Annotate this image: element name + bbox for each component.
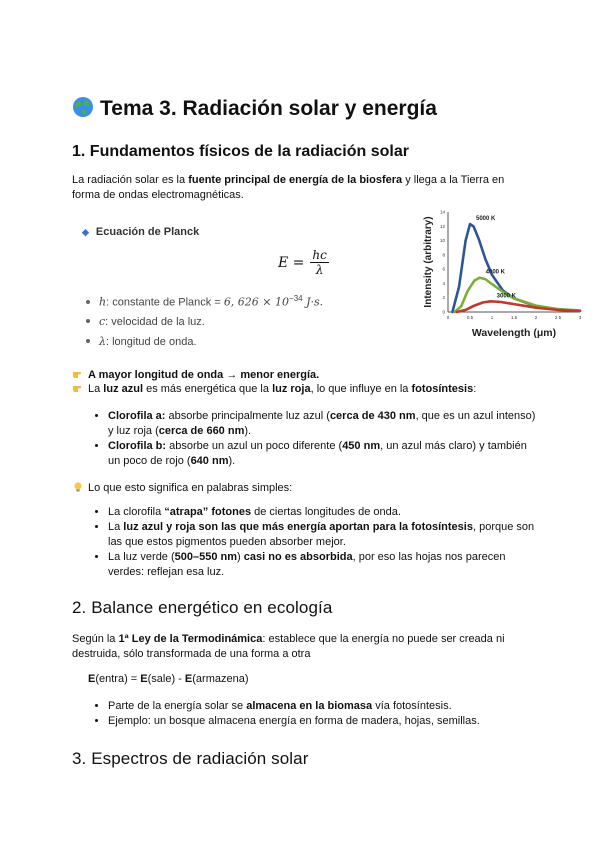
lightbulb-icon [72,481,84,493]
list-item [108,409,538,439]
text: absorbe un azul un poco diferente ( [166,440,343,452]
y-tick-label: 10 [439,238,445,244]
y-tick-label: 12 [439,223,445,229]
y-tick-label: 0 [442,309,445,315]
text-bold: luz azul [103,383,144,395]
text-bold: cerca de 660 nm [158,425,245,437]
text: (entra) = [95,673,141,685]
text-bold: E [140,673,148,685]
text: absorbe principalmente luz azul ( [165,410,330,422]
biomass-list [92,699,538,729]
text: ). [244,425,252,437]
thermodynamics-paragraph [72,632,522,662]
formula-numerator: hc [312,248,327,262]
text-bold: Clorofila b: [108,440,167,452]
x-tick-label: 1.5 [510,315,518,320]
variable-h [86,294,323,309]
y-tick-label: 6 [442,266,445,272]
title-text: Tema 3. Radiación solar y energía [100,97,437,120]
list-item [108,505,538,520]
text-bold: E [184,673,193,685]
intro-paragraph [72,173,524,203]
text: (sale) - [147,673,185,685]
list-item [108,714,538,729]
text: ). [228,455,236,467]
planck-title: Ecuación de Planck [95,226,200,238]
text: : [473,383,477,395]
text: Según la [72,633,119,645]
list-item [108,699,538,714]
series-label: 3000 K [496,293,517,300]
x-tick-label: 1 [490,315,494,320]
text: , por eso las hojas nos parecen verdes: reflejan esa luz. [108,551,506,578]
text: , un azul más claro) y también un poco de rojo ( [108,440,527,467]
text: Parte de la energía solar se [108,700,247,712]
text: de ciertas longitudes de onda. [251,506,401,518]
simple-list [92,505,538,580]
bullet-icon [86,300,90,304]
energy-balance-equation [88,673,249,685]
text: vía fotosíntesis. [372,700,452,712]
x-tick-label: 3 [578,315,582,320]
text: Lo que esto significa en palabras simples: [88,482,293,494]
list-item [108,550,538,580]
text: ) [237,551,244,563]
series-label: 4000 K [485,269,506,276]
symbol: c [99,315,106,328]
section-heading-2: 2. Balance energético en ecología [72,598,333,617]
bullet-icon [86,339,90,343]
text-bold: luz roja [272,383,311,395]
formula-fraction [310,248,328,277]
text: Ejemplo: un bosque almacena energía en forma de madera, hojas, semillas. [108,715,480,727]
text-bold: luz azul y roja son las que más energía aportan para la fotosíntesis [123,521,473,533]
exponent: −34 [289,294,303,303]
pointing-hand-icon [72,382,84,394]
text-bold: 1ª Ley de la Termodinámica [118,633,263,645]
x-tick-label: 0.5 [466,315,474,320]
chlorophyll-list [92,409,538,469]
text: , lo que influye en la [310,383,412,395]
text-bold: Clorofila a: [108,410,166,422]
section-heading-1: 1. Fundamentos físicos de la radiación solar [72,143,409,160]
text: : longitud de onda. [105,336,197,348]
list-item [108,520,538,550]
text-bold: casi no es absorbida [243,551,353,563]
x-tick-label: 0 [446,315,450,320]
variable-c [86,315,205,328]
planck-formula [278,248,329,277]
key-point-1 [72,368,522,383]
text-bold: 450 nm [342,440,381,452]
text: La clorofila [108,506,165,518]
simple-intro [72,481,522,496]
key-point-2 [72,382,522,397]
text: y llega a la Tierra en forma de ondas electromagnéticas. [72,174,505,201]
symbol: h [99,295,107,309]
text-bold: E [88,673,96,685]
unit: J·s. [302,295,324,309]
section-heading-3: 3. Espectros de radiación solar [72,749,309,768]
text-bold: “atrapa” fotones [164,506,252,518]
diamond-bullet-icon: ◆ [82,227,89,237]
value: 6, 626 × 10 [223,295,290,309]
text: : velocidad de la luz. [105,316,205,328]
text-bold: cerca de 430 nm [329,410,416,422]
globe-icon [72,96,94,118]
y-tick-label: 4 [442,280,445,286]
text: es más energética que la [143,383,273,395]
series-label: 5000 K [476,216,496,223]
page-title [72,96,437,121]
variable-lambda [86,335,197,348]
formula-lhs: E = [278,254,305,271]
series-line [457,301,580,312]
symbol: λ [99,335,106,348]
text: (armazena) [192,673,249,685]
blackbody-chart [418,204,588,346]
text-bold: almacena en la biomasa [246,700,373,712]
x-tick-label: 2.5 [554,315,562,320]
text-bold: 640 nm [190,455,229,467]
text: La [88,383,104,395]
text: : establece que la energía no puede ser creada ni destruida, sólo transformada de una forma a otra [72,633,505,660]
y-tick-label: 8 [442,252,445,258]
y-tick-label: 2 [442,295,445,301]
text: La [108,521,124,533]
text: , que es un azul intenso) y luz roja ( [108,410,536,437]
pointing-hand-icon [72,368,84,380]
text: La radiación solar es la [72,174,189,186]
x-axis-label: Wavelength (μm) [471,327,557,339]
text-bold: fotosíntesis [411,383,474,395]
text: , porque son las que estos pigmentos pueden absorber mejor. [108,521,535,548]
text: La luz verde ( [108,551,175,563]
x-tick-label: 2 [534,315,538,320]
formula-denominator: λ [315,263,324,277]
text-bold: fuente principal de energía de la biosfera [188,174,403,186]
text-bold: A mayor longitud de onda → menor energía. [88,369,320,381]
y-tick-label: 14 [439,209,445,215]
planck-heading [82,226,199,238]
bullet-icon [86,319,90,323]
text: : constante de Planck = [106,296,224,309]
text-bold: 500–550 nm [174,551,238,563]
y-axis-label: Intensity (arbitrary) [423,216,434,308]
list-item [108,439,538,469]
